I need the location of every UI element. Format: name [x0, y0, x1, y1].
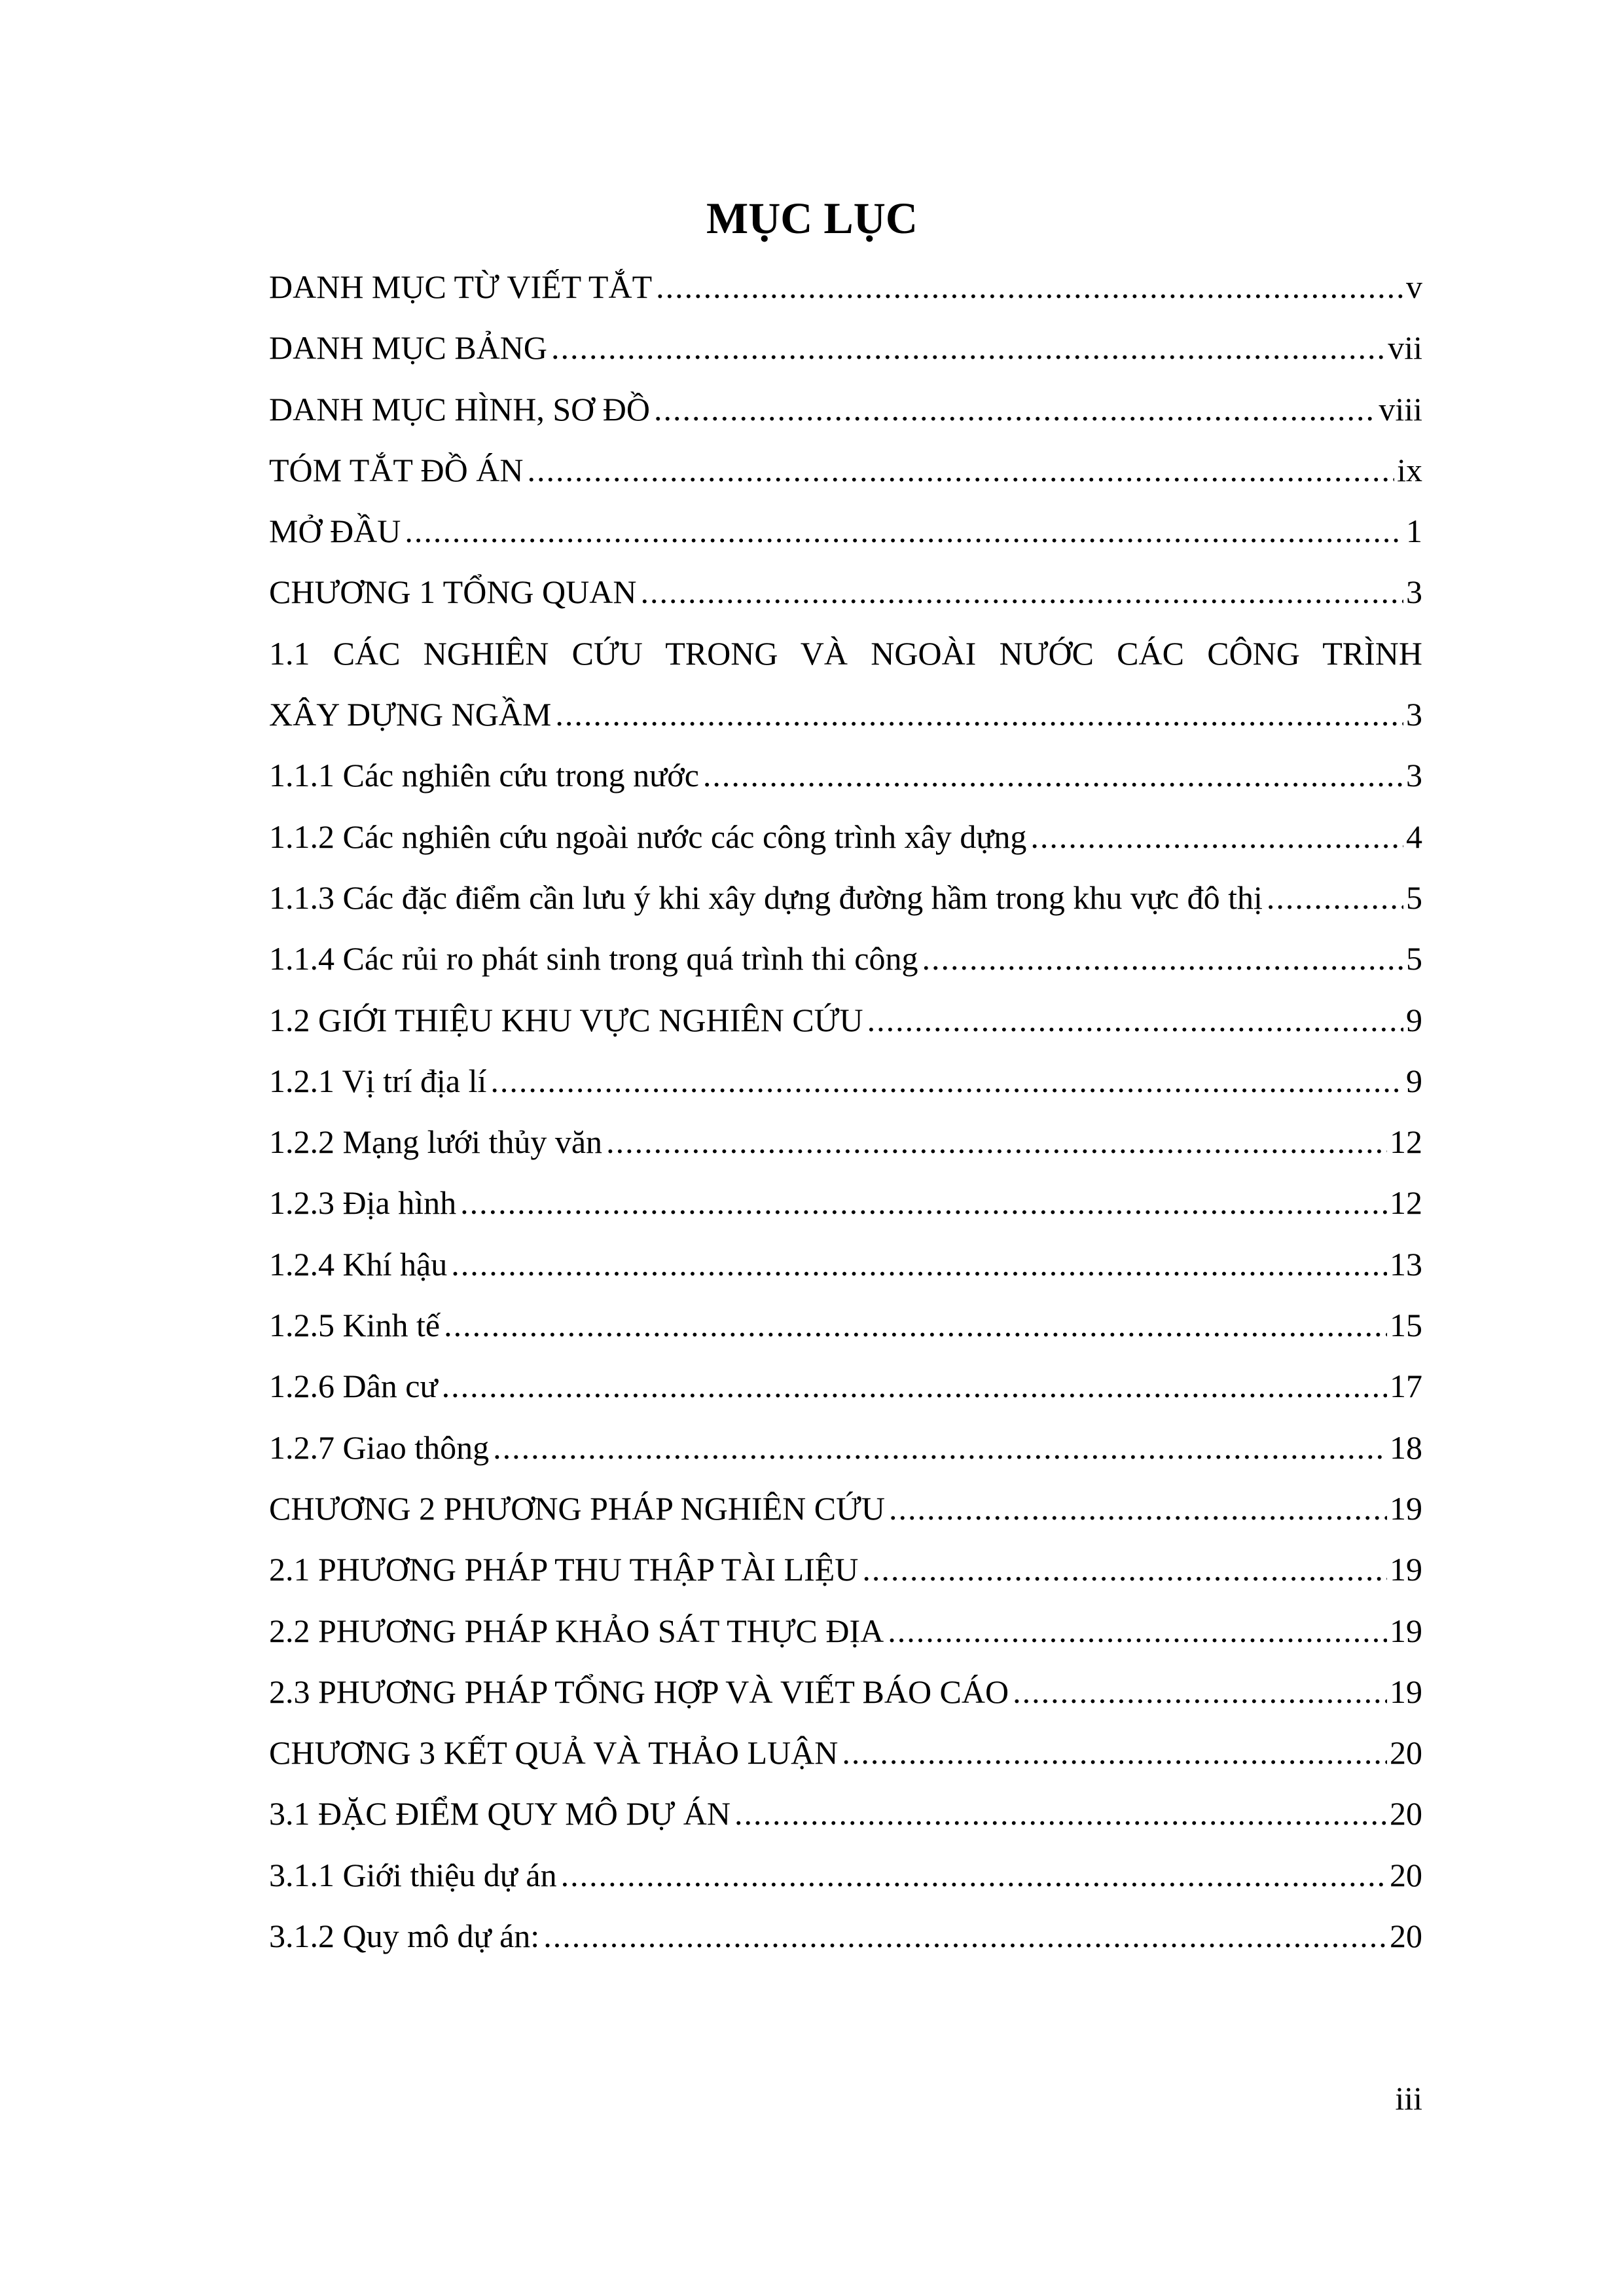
toc-entry-label: CHƯƠNG 1 TỔNG QUAN — [269, 574, 637, 611]
dot-leader — [493, 1417, 1387, 1478]
toc-entry-label: XÂY DỰNG NGẦM — [269, 696, 552, 733]
toc-entry[interactable] — [269, 1722, 1422, 1783]
dot-leader — [862, 1539, 1387, 1600]
dot-leader — [922, 928, 1403, 989]
dot-leader — [889, 1478, 1387, 1539]
toc-entry[interactable] — [269, 807, 1422, 867]
toc-entry[interactable] — [269, 1783, 1422, 1844]
toc-entry-page: 19 — [1390, 1489, 1422, 1527]
toc-entry-label: 1.2.2 Mạng lưới thủy văn — [269, 1123, 603, 1161]
dot-leader — [1267, 867, 1403, 928]
toc-entry-page: 9 — [1406, 1062, 1422, 1099]
toc-entry-page: vii — [1388, 329, 1422, 367]
dot-leader — [442, 1356, 1387, 1417]
dot-leader — [543, 1906, 1387, 1967]
toc-entry-page: 4 — [1406, 818, 1422, 855]
dot-leader — [561, 1845, 1387, 1906]
toc-entry-label: 1.1.3 Các đặc điểm cần lưu ý khi xây dựng đường hầm trong khu vực đô thị — [269, 879, 1263, 916]
toc-entry[interactable] — [269, 1906, 1422, 1967]
dot-leader — [405, 501, 1403, 562]
dot-leader — [490, 1051, 1403, 1112]
dot-leader — [460, 1173, 1387, 1233]
dot-leader — [1013, 1662, 1387, 1722]
page-title: MỤC LỤC — [706, 193, 918, 243]
toc-entry-page: 5 — [1406, 879, 1422, 916]
toc-entry-page: 5 — [1406, 940, 1422, 977]
toc-entry-label: CHƯƠNG 3 KẾT QUẢ VÀ THẢO LUẬN — [269, 1734, 839, 1772]
toc-entry[interactable] — [269, 1601, 1422, 1662]
dot-leader — [654, 379, 1376, 440]
dot-leader — [888, 1601, 1387, 1662]
toc-entry-label: 1.2.6 Dân cư — [269, 1368, 438, 1405]
dot-leader — [842, 1722, 1387, 1783]
toc-entry-label: CHƯƠNG 2 PHƯƠNG PHÁP NGHIÊN CỨU — [269, 1489, 885, 1527]
toc-entry-page: 3 — [1406, 696, 1422, 733]
toc-entry-label: 2.1 PHƯƠNG PHÁP THU THẬP TÀI LIỆU — [269, 1551, 859, 1588]
dot-leader — [867, 990, 1403, 1051]
dot-leader — [444, 1295, 1387, 1356]
dot-leader — [606, 1112, 1387, 1173]
toc-entry-page: 19 — [1390, 1673, 1422, 1710]
toc-entry[interactable] — [269, 990, 1422, 1051]
toc-entry-label: TÓM TẮT ĐỒ ÁN — [269, 451, 524, 488]
toc-entry-page: 20 — [1390, 1795, 1422, 1832]
toc-entry-label: 3.1.1 Giới thiệu dự án — [269, 1856, 557, 1893]
toc-entry-page: v — [1406, 268, 1422, 305]
toc-entry-page: 12 — [1390, 1184, 1422, 1222]
dot-leader — [451, 1234, 1387, 1295]
toc-entry-page: 3 — [1406, 757, 1422, 794]
toc-entry[interactable] — [269, 318, 1422, 378]
toc-entry-page: 20 — [1390, 1856, 1422, 1893]
toc-entry[interactable] — [269, 562, 1422, 623]
toc-entry-label: 3.1.2 Quy mô dự án: — [269, 1918, 540, 1955]
toc-entry[interactable] — [269, 1356, 1422, 1417]
toc-entry-page: 9 — [1406, 1001, 1422, 1038]
dot-leader — [527, 440, 1394, 501]
toc-entry-wrapped-first-line[interactable] — [269, 623, 1422, 684]
toc-entry-page: ix — [1397, 451, 1422, 488]
toc-entry-label: DANH MỤC BẢNG — [269, 329, 548, 367]
dot-leader — [551, 318, 1385, 378]
toc-entry-label: 3.1 ĐẶC ĐIỂM QUY MÔ DỰ ÁN — [269, 1795, 731, 1832]
toc-entry-label: 1.1.2 Các nghiên cứu ngoài nước các công trình xây dựng — [269, 818, 1027, 855]
toc-entry[interactable] — [269, 684, 1422, 745]
toc-entry-label: 1.2.3 Địa hình — [269, 1184, 457, 1222]
dot-leader — [555, 684, 1403, 745]
toc-entry-label: 1.2.1 Vị trí địa lí — [269, 1062, 487, 1099]
toc-entry-label: MỞ ĐẦU — [269, 513, 401, 550]
toc-entry-label: 1.2.5 Kinh tế — [269, 1307, 441, 1344]
toc-entry[interactable] — [269, 1234, 1422, 1295]
toc-entry[interactable] — [269, 928, 1422, 989]
toc-entry[interactable] — [269, 1478, 1422, 1539]
toc-entry-page: 20 — [1390, 1734, 1422, 1772]
toc-entry-label: 1.2.7 Giao thông — [269, 1429, 490, 1466]
toc-entry-page: 19 — [1390, 1612, 1422, 1649]
toc-entry-label: 1.1 CÁC NGHIÊN CỨU TRONG VÀ NGOÀI NƯỚC CÁC CÔNG TRÌNH — [269, 634, 1422, 672]
toc-entry-page: 13 — [1390, 1245, 1422, 1283]
toc-entry[interactable] — [269, 867, 1422, 928]
toc-entry[interactable] — [269, 1539, 1422, 1600]
toc-entry[interactable] — [269, 1112, 1422, 1173]
toc-entry[interactable] — [269, 379, 1422, 440]
toc-entry[interactable] — [269, 745, 1422, 806]
toc-entry-page: 17 — [1390, 1368, 1422, 1405]
toc-entry-page: viii — [1379, 390, 1422, 428]
toc-entry-page: 15 — [1390, 1307, 1422, 1344]
dot-leader — [703, 745, 1403, 806]
toc-entry-label: 1.2 GIỚI THIỆU KHU VỰC NGHIÊN CỨU — [269, 1001, 863, 1038]
dot-leader — [1030, 807, 1403, 867]
table-of-contents — [269, 257, 1422, 1967]
dot-leader — [734, 1783, 1387, 1844]
toc-entry[interactable] — [269, 1662, 1422, 1722]
toc-entry-page: 20 — [1390, 1918, 1422, 1955]
page-number: iii — [1395, 2080, 1422, 2117]
toc-entry-page: 3 — [1406, 574, 1422, 611]
toc-entry-label: 2.2 PHƯƠNG PHÁP KHẢO SÁT THỰC ĐỊA — [269, 1612, 884, 1649]
toc-entry-label: 1.2.4 Khí hậu — [269, 1245, 448, 1283]
toc-entry-label: 2.3 PHƯƠNG PHÁP TỔNG HỢP VÀ VIẾT BÁO CÁO — [269, 1673, 1009, 1710]
toc-entry-label: DANH MỤC TỪ VIẾT TẮT — [269, 268, 653, 305]
toc-entry-label: 1.1.4 Các rủi ro phát sinh trong quá trình thi công — [269, 940, 918, 977]
toc-entry-page: 19 — [1390, 1551, 1422, 1588]
toc-entry[interactable] — [269, 1295, 1422, 1356]
toc-entry[interactable] — [269, 501, 1422, 562]
toc-entry-page: 1 — [1406, 513, 1422, 550]
toc-entry[interactable] — [269, 1417, 1422, 1478]
toc-entry[interactable] — [269, 257, 1422, 318]
toc-entry-page: 18 — [1390, 1429, 1422, 1466]
toc-entry[interactable] — [269, 1051, 1422, 1112]
toc-entry-page: 12 — [1390, 1123, 1422, 1161]
toc-entry-label: DANH MỤC HÌNH, SƠ ĐỒ — [269, 390, 650, 428]
toc-entry[interactable] — [269, 1845, 1422, 1906]
dot-leader — [640, 562, 1403, 623]
dot-leader — [656, 257, 1403, 318]
toc-entry[interactable] — [269, 440, 1422, 501]
toc-entry-label: 1.1.1 Các nghiên cứu trong nước — [269, 757, 699, 794]
toc-entry[interactable] — [269, 1173, 1422, 1233]
